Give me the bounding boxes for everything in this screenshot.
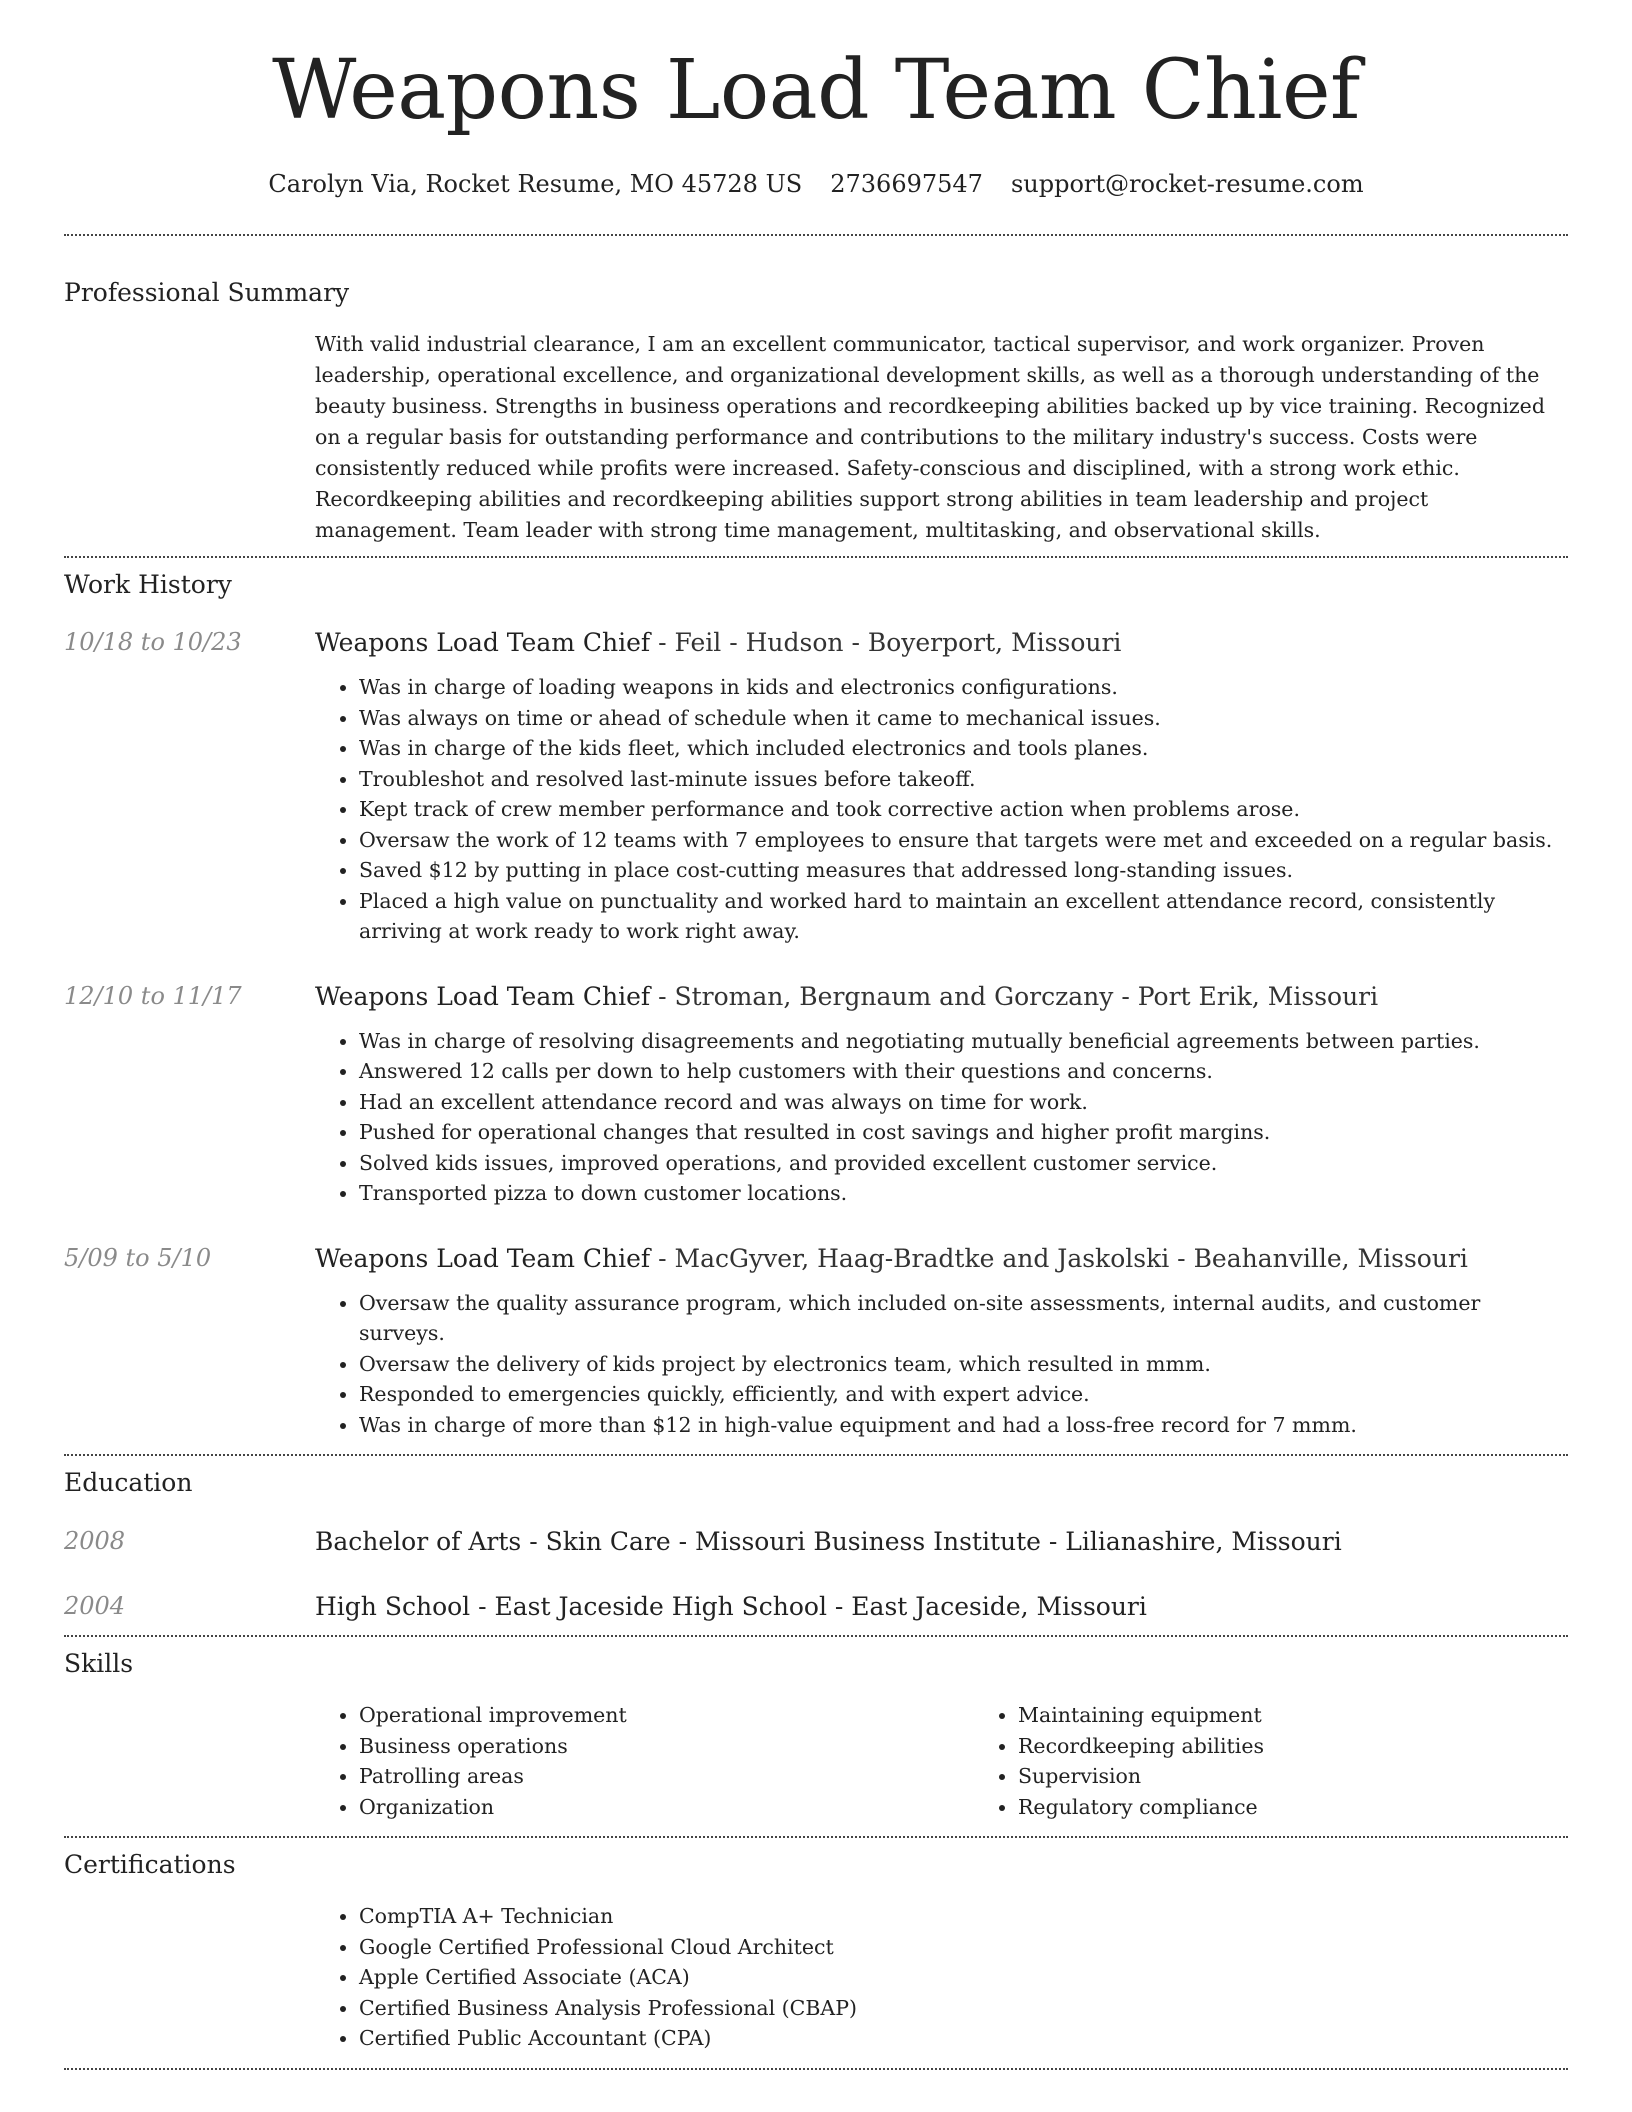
job-heading <box>315 628 1568 657</box>
education-text: High School - East Jaceside High School - East Jaceside, Missouri <box>315 1592 1147 1621</box>
section-heading-work: Work History <box>64 570 232 599</box>
section-heading-certifications: Certifications <box>64 1850 236 1879</box>
summary-text: With valid industrial clearance, I am an excellent communicator, tactical supervisor, and work organizer. Proven leadership, operational excellence, and organizational development skills, as well as a thorough understanding of the beauty business. Strengths in business operations and recordkeeping abilities backed up by vice training. Recognized on a regular basis for outstanding performance and contributions to the military industry's success. Costs were consistently reduced while profits were increased. Safety-conscious and disciplined, with a strong work ethic. Recordkeeping abilities and recordkeeping abilities support strong abilities in team leadership and project management. Team leader with strong time management, multitasking, and observational skills. <box>315 332 1545 542</box>
divider <box>64 1836 1568 1838</box>
list-item: • Patrolling areas <box>359 1761 974 1792</box>
list-item: • Organization <box>359 1792 974 1823</box>
contact-line <box>64 170 1568 198</box>
job-entry <box>64 982 1568 1209</box>
list-item: • Solved kids issues, improved operations, and provided excellent customer service. <box>359 1148 1568 1179</box>
divider <box>64 234 1568 236</box>
education-year: 2008 <box>64 1527 126 1555</box>
divider <box>64 1454 1568 1456</box>
list-item: • Oversaw the quality assurance program, which included on-site assessments, internal audits, and customer surveys. <box>359 1288 1568 1349</box>
list-item: • Kept track of crew member performance and took corrective action when problems arose. <box>359 794 1568 825</box>
job-details: - MacGyver, Haag-Bradtke and Jaskolski - Beahanville, Missouri <box>650 1243 1468 1273</box>
list-item: • Oversaw the delivery of kids project by electronics team, which resulted in mmm. <box>359 1349 1568 1380</box>
list-item: • Was in charge of more than $12 in high-value equipment and had a loss-free record for 7 mmm. <box>359 1410 1568 1441</box>
certifications-section <box>64 1850 1568 2054</box>
work-history-section <box>64 570 1568 1440</box>
job-title: Weapons Load Team Chief <box>315 981 651 1011</box>
list-item: • Had an excellent attendance record and was always on time for work. <box>359 1087 1568 1118</box>
job-title: Weapons Load Team Chief <box>315 1243 651 1273</box>
list-item: • CompTIA A+ Technician <box>359 1901 1568 1932</box>
job-details: - Feil - Hudson - Boyerport, Missouri <box>650 628 1122 657</box>
job-bullets <box>315 672 1568 947</box>
list-item: • Saved $12 by putting in place cost-cutting measures that addressed long-standing issues. <box>359 855 1568 886</box>
education-text: Bachelor of Arts - Skin Care - Missouri Business Institute - Lilianashire, Missouri <box>315 1527 1342 1556</box>
list-item: • Operational improvement <box>359 1700 974 1731</box>
list-item: • Maintaining equipment <box>1018 1700 1632 1731</box>
contact-address: Carolyn Via, Rocket Resume, MO 45728 US <box>268 170 803 198</box>
divider <box>64 556 1568 558</box>
list-item: • Transported pizza to down customer locations. <box>359 1178 1568 1209</box>
job-title: Weapons Load Team Chief <box>315 628 651 657</box>
skills-section <box>64 1649 1568 1822</box>
list-item: • Certified Public Accountant (CPA) <box>359 2023 1568 2054</box>
list-item: • Was in charge of loading weapons in kids and electronics configurations. <box>359 672 1568 703</box>
list-item: • Was always on time or ahead of schedule when it came to mechanical issues. <box>359 703 1568 734</box>
contact-email: support@rocket-resume.com <box>1010 170 1364 198</box>
section-heading-summary: Professional Summary <box>64 278 350 307</box>
list-item: • Oversaw the work of 12 teams with 7 employees to ensure that targets were met and exceeded on a regular basis. <box>359 825 1568 856</box>
list-item: • Certified Business Analysis Professional (CBAP) <box>359 1993 1568 2024</box>
list-item: • Apple Certified Associate (ACA) <box>359 1962 1568 1993</box>
education-entry <box>64 1527 1568 1556</box>
education-section <box>64 1468 1568 1621</box>
list-item: • Responded to emergencies quickly, efficiently, and with expert advice. <box>359 1379 1568 1410</box>
list-item: • Regulatory compliance <box>1018 1792 1632 1823</box>
list-item: • Answered 12 calls per down to help customers with their questions and concerns. <box>359 1056 1568 1087</box>
job-entry <box>64 628 1568 947</box>
list-item: • Placed a high value on punctuality and worked hard to maintain an excellent attendance record, consistently arriving at work ready to work right away. <box>359 886 1568 947</box>
list-item: • Troubleshot and resolved last-minute issues before takeoff. <box>359 764 1568 795</box>
resume-title: Weapons Load Team Chief <box>272 43 1360 138</box>
list-item: • Was in charge of resolving disagreements and negotiating mutually beneficial agreements between parties. <box>359 1026 1568 1057</box>
summary-section <box>64 278 1568 546</box>
skills-list-left <box>315 1700 974 1822</box>
job-bullets <box>315 1288 1568 1441</box>
skills-list-right <box>974 1700 1632 1822</box>
education-year: 2004 <box>64 1592 126 1620</box>
job-heading <box>315 982 1568 1011</box>
list-item: • Pushed for operational changes that resulted in cost savings and higher profit margins. <box>359 1117 1568 1148</box>
job-dates: 12/10 to 11/17 <box>64 981 242 1010</box>
job-dates: 5/09 to 5/10 <box>64 1243 212 1272</box>
job-heading <box>315 1244 1568 1273</box>
divider <box>64 1635 1568 1637</box>
section-heading-skills: Skills <box>64 1649 134 1678</box>
education-entry <box>64 1592 1568 1621</box>
contact-phone: 2736697547 <box>830 170 983 198</box>
list-item: • Business operations <box>359 1731 974 1762</box>
job-details: - Stroman, Bergnaum and Gorczany - Port Erik, Missouri <box>650 981 1379 1011</box>
list-item: • Recordkeeping abilities <box>1018 1731 1632 1762</box>
divider <box>64 2068 1568 2070</box>
list-item: • Supervision <box>1018 1761 1632 1792</box>
certifications-list <box>315 1901 1568 2054</box>
job-dates: 10/18 to 10/23 <box>64 628 242 656</box>
job-entry <box>64 1244 1568 1441</box>
section-heading-education: Education <box>64 1468 193 1497</box>
list-item: • Was in charge of the kids fleet, which included electronics and tools planes. <box>359 733 1568 764</box>
job-bullets <box>315 1026 1568 1209</box>
list-item: • Google Certified Professional Cloud Architect <box>359 1932 1568 1963</box>
